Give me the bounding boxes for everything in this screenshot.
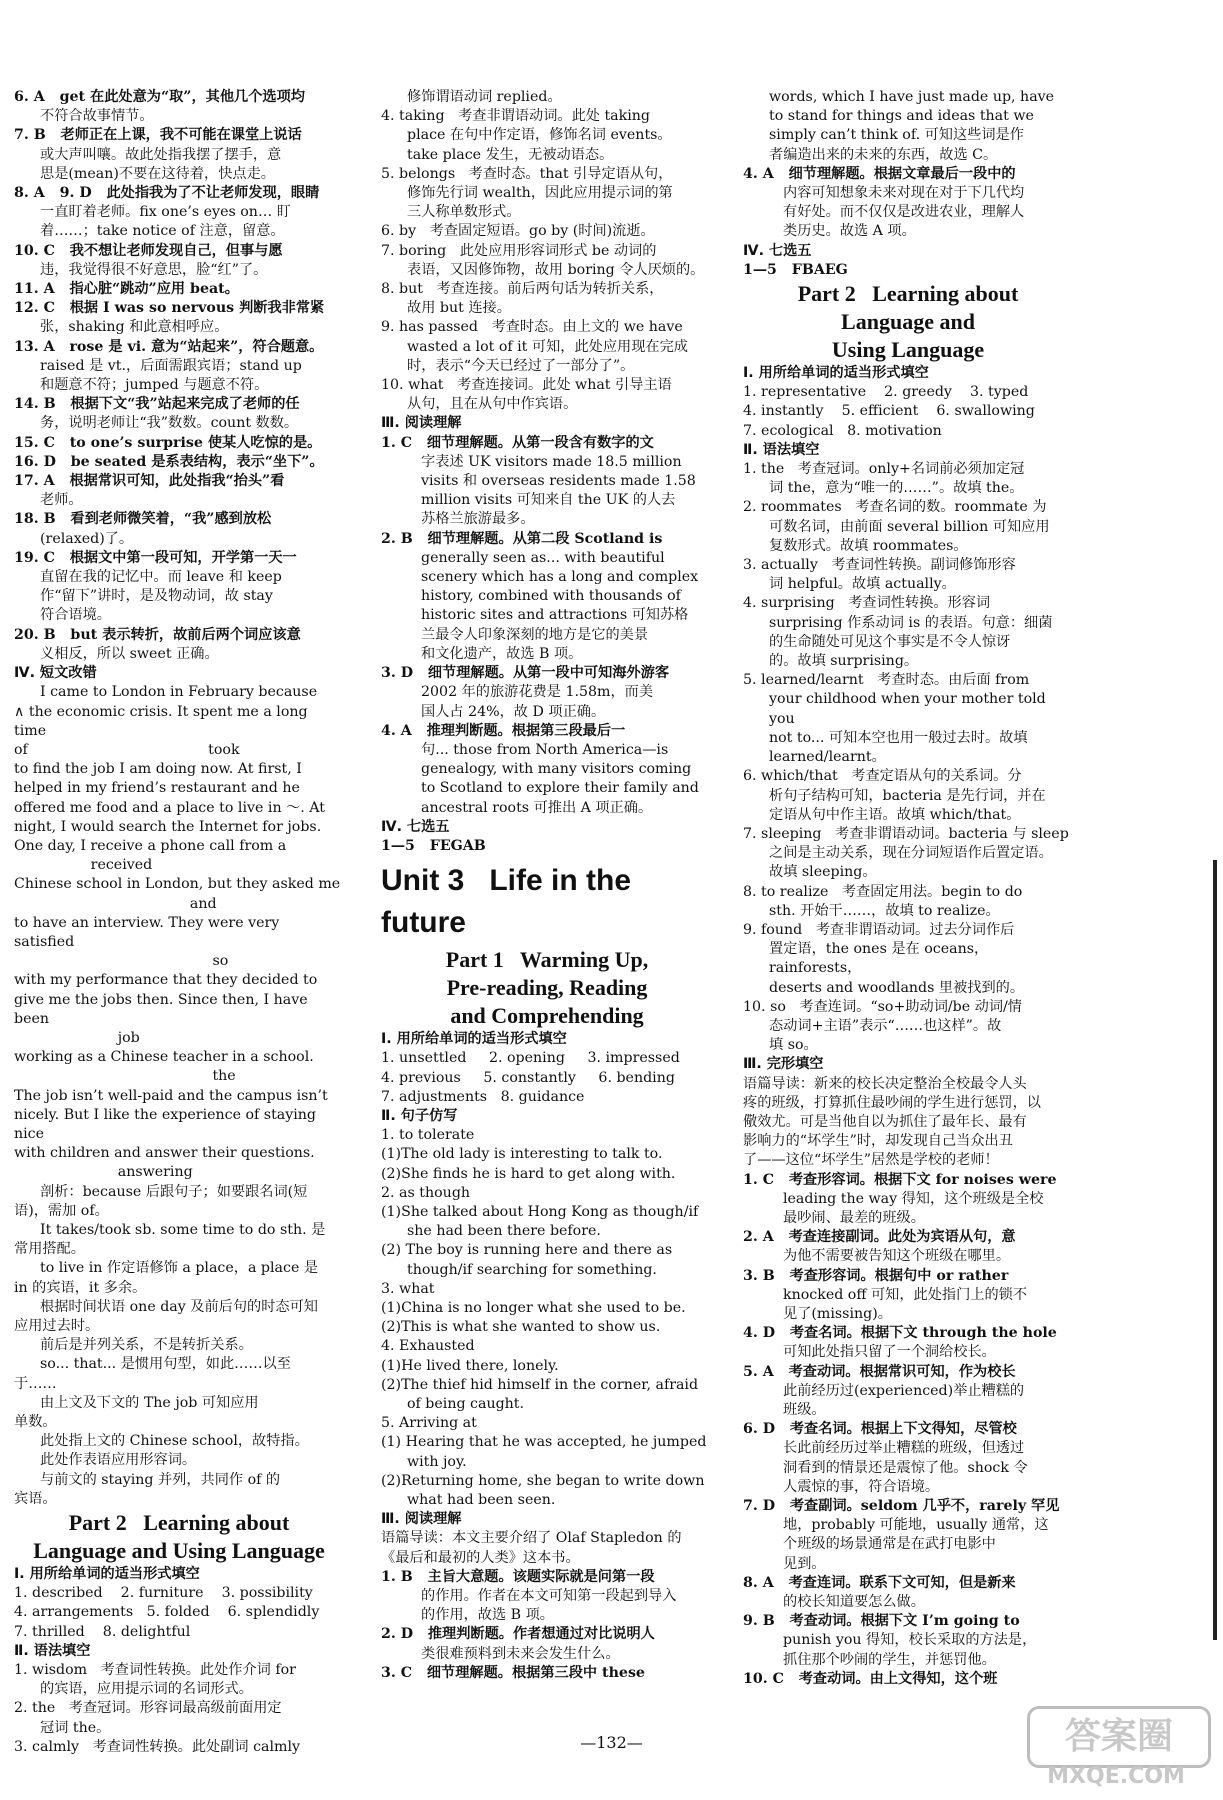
text-line: 见了(missing)。 <box>783 1305 892 1322</box>
text-line: 1. to tolerate <box>381 1127 475 1144</box>
watermark-text: 答案圈 <box>1027 1706 1211 1768</box>
subsection-heading: Ⅱ. 句子仿写 <box>381 1107 458 1124</box>
text-line: 17. A 根据常识可知，此处指我“抬头”看 <box>14 473 285 490</box>
text-line: and <box>14 895 217 912</box>
text-line: 1. wisdom 考查词性转换。此处作介词 for <box>14 1662 296 1679</box>
text-line: 类很难预料到未来会发生什么。 <box>421 1645 620 1662</box>
text-line: 与前文的 staying 并列，共同作 of 的 <box>40 1471 281 1488</box>
text-line: 和文化遗产，故选 B 项。 <box>421 645 583 662</box>
text-line: 5. belongs 考查时态。that 引导定语从句， <box>381 165 673 182</box>
page-number: —132— <box>580 1733 643 1752</box>
text-line: 13. A rose 是 vi. 意为“站起来”，符合题意。 <box>14 338 324 355</box>
text-line: with children and answer their questions. <box>14 1145 315 1162</box>
text-line: 8. A 9. D 此处指我为了不让老师发现，眼睛 <box>14 185 320 202</box>
text-line: 为他不需要被告知这个班级在哪里。 <box>783 1248 1011 1265</box>
subsection-heading: Ⅳ. 七选五 <box>743 242 812 259</box>
text-line: 置定语，the ones 是在 oceans，rainforests， <box>769 941 989 977</box>
text-line: in 的宾语，it 多余。 <box>14 1279 147 1296</box>
subsection-heading: Ⅲ. 阅读理解 <box>381 415 462 432</box>
text-line: 洞看到的情景还是震惊了他。shock 令 <box>783 1459 1028 1476</box>
text-line: Chinese school in London, but they asked me <box>14 876 341 893</box>
subsection-heading: Ⅲ. 阅读理解 <box>381 1511 462 1528</box>
text-line: 10. what 考查连接词。此处 what 引导主语 <box>381 377 672 394</box>
text-line: 词 the，意为“唯一的……”。故填 the。 <box>769 480 1024 497</box>
text-line: 之间是主动关系，现在分词短语作后置定语。 <box>769 845 1053 862</box>
text-line: 19. C 根据文中第一段可知，开学第一天一 <box>14 549 297 566</box>
text-line: 16. D be seated 是系表结构，表示“坐下”。 <box>14 453 324 470</box>
text-line: 此前经历过(experienced)举止糟糕的 <box>783 1382 1025 1399</box>
text-line: 5. A 考查动词。根据常识可知，作为校长 <box>743 1363 1016 1380</box>
column-middle <box>381 88 713 1683</box>
text-line: 10. so 考查连词。“so+助动词/be 动词/情 <box>743 998 1022 1015</box>
text-line: 语)，需加 of。 <box>14 1202 109 1219</box>
text-line: of took <box>14 741 240 758</box>
text-line: with joy. <box>407 1453 467 1470</box>
text-line: 3. calmly 考查词性转换。此处副词 calmly <box>14 1738 301 1755</box>
text-line: knocked off 可知，此处指门上的锁不 <box>783 1286 1028 1303</box>
text-line: 6. by 考查固定短语。go by (时间)流逝。 <box>381 223 655 240</box>
text-line: 的作用，故选 B 项。 <box>421 1607 554 1624</box>
text-line: 作“留下”讲时，是及物动词，故 stay <box>40 588 273 605</box>
text-line: the <box>14 1068 236 1085</box>
text-line: 可数名词，由前面 several billion 可知应用 <box>769 518 1050 535</box>
text-line: (1)He lived there, lonely. <box>381 1357 559 1374</box>
text-line: learned/learnt。 <box>769 749 886 766</box>
text-line: (2)She finds he is hard to get along with. <box>381 1165 676 1182</box>
page-edge-line <box>1213 860 1217 1640</box>
text-line: simply can’t think of. 可知这些词是作 <box>769 127 1024 144</box>
section-heading: Part 1 Warming Up, <box>445 947 649 973</box>
text-line: 14. B 根据下文“我”站起来完成了老师的任 <box>14 396 300 413</box>
text-line: 和题意不符；jumped 与题意不符。 <box>40 377 269 394</box>
text-line: 剖析：because 后跟句子；如要跟名词(短 <box>40 1183 308 1200</box>
text-line: 7. sleeping 考查非谓语动词。bacteria 与 sleep <box>743 825 1069 842</box>
text-line: 填 so。 <box>769 1037 818 1054</box>
text-line: 表语，又因修饰物，故用 boring 令人厌烦的。 <box>407 261 705 278</box>
text-line: 直留在我的记忆中。而 leave 和 keep <box>40 569 282 586</box>
text-line: so <box>14 953 229 970</box>
text-line: 单数。 <box>14 1414 57 1431</box>
text-line: she had been there before. <box>407 1223 601 1240</box>
text-line: 宾语。 <box>14 1490 57 1507</box>
text-line: 符合语境。 <box>40 607 111 624</box>
text-line: 着……；take notice of 注意，留意。 <box>40 223 285 240</box>
section-heading: and Comprehending <box>450 1003 644 1029</box>
text-line: 6. D 考查名词。根据上下文得知，尽管校 <box>743 1421 1017 1438</box>
text-line: 5. learned/learnt 考查时态。由后面 from <box>743 672 1030 689</box>
column-right <box>743 88 1073 1689</box>
text-line: received <box>14 857 153 874</box>
text-line: 者编造出来的未来的东西，故选 C。 <box>769 146 998 163</box>
text-line: 了——这位“坏学生”居然是学校的老师！ <box>743 1152 999 1169</box>
text-line: 18. B 看到老师微笑着，“我”感到放松 <box>14 511 272 528</box>
text-line: 3. what <box>381 1280 435 1297</box>
text-line: surprising 作系动词 is 的表语。句意：细菌 <box>769 614 1053 631</box>
text-line: 2. B 细节理解题。从第二段 Scotland is <box>381 530 663 547</box>
text-line: 1. C 考查形容词。根据下文 for noises were <box>743 1171 1057 1188</box>
text-line: to live in 作定语修饰 a place，a place 是 <box>40 1260 319 1277</box>
text-line: place 在句中作定语，修饰名词 events。 <box>407 127 672 144</box>
text-line: 常用搭配。 <box>14 1241 85 1258</box>
subsection-heading: Ⅲ. 完形填空 <box>743 1056 824 1073</box>
text-line: leading the way 得知，这个班级是全校 <box>783 1190 1044 1207</box>
text-line: 的。故填 surprising。 <box>769 653 919 670</box>
text-line: 2002 年的旅游花费是 1.58m，而美 <box>421 684 654 701</box>
text-line: (relaxed)了。 <box>40 530 134 547</box>
text-line: (2)Returning home, she began to write down <box>381 1472 705 1489</box>
text-line: 语篇导读：本文主要介绍了 Olaf Stapledon 的 <box>381 1530 682 1547</box>
text-line: 7. D 考查副词。seldom 几乎不，rarely 罕见 <box>743 1498 1060 1515</box>
text-line: to find the job I am doing now. At first, I <box>14 761 302 778</box>
text-line: raised 是 vt.，后面需跟宾语；stand up <box>40 357 302 374</box>
text-line: genealogy, with many visitors coming <box>421 761 692 778</box>
text-line: wasted a lot of it 可知，此处应用现在完成 <box>407 338 688 355</box>
text-line: 可知此处指只留了一个洞给校长。 <box>783 1344 996 1361</box>
text-line: (2) The boy is running here and there as <box>381 1242 673 1259</box>
text-line: ancestral roots 可推出 A 项正确。 <box>421 799 653 816</box>
text-line: 1—5 FEGAB <box>381 837 486 854</box>
text-line: 影响力的“坏学生”时，却发现自己当众出丑 <box>743 1133 1013 1150</box>
text-line: nice <box>14 1125 45 1142</box>
text-line: 10. C 我不想让老师发现自己，但事与愿 <box>14 242 283 259</box>
text-line: deserts and woodlands 里被找到的。 <box>769 979 1025 996</box>
text-line: 态动词+主语”表示“……也这样”。故 <box>769 1017 1002 1034</box>
text-line: 疼的班级，打算抓住最吵闹的学生进行惩罚，以 <box>743 1094 1041 1111</box>
text-line: 《最后和最初的人类》这本书。 <box>381 1549 580 1566</box>
text-line: 1. the 考查冠词。only+名词前必须加定冠 <box>743 461 1025 478</box>
text-line: 4. arrangements 5. folded 6. splendidly <box>14 1604 320 1621</box>
text-line: not to... 可知本空也用一般过去时。故填 <box>769 729 1028 746</box>
section-heading: Pre-reading, Reading <box>446 975 648 1001</box>
text-line: job <box>14 1029 140 1046</box>
text-line: 7. B 老师正在上课，我不可能在课堂上说话 <box>14 127 302 144</box>
text-line: 或大声叫嚷。故此处指我摆了摆手，意 <box>40 146 282 163</box>
text-line: 故填 sleeping。 <box>769 864 877 881</box>
text-line: to have an interview. They were very satisfied <box>14 914 284 950</box>
text-line: 词 helpful。故填 actually。 <box>769 576 956 593</box>
text-line: (2)The thief hid himself in the corner, afraid <box>381 1376 699 1393</box>
text-line: 1. described 2. furniture 3. possibility <box>14 1585 313 1602</box>
text-line: 3. C 细节理解题。根据第三段中 these <box>381 1664 645 1681</box>
text-line: 15. C to one’s surprise 使某人吃惊的是。 <box>14 434 322 451</box>
subsection-heading: Ⅱ. 语法填空 <box>14 1642 91 1659</box>
text-line: (1)The old lady is interesting to talk to. <box>381 1146 663 1163</box>
text-line: 的宾语，应用提示词的名词形式。 <box>40 1681 253 1698</box>
text-line: 复数形式。故填 roommates。 <box>769 537 968 554</box>
text-line: night, I would search the Internet for jobs. <box>14 818 322 835</box>
text-line: 的校长知道要怎么做。 <box>783 1594 925 1611</box>
text-line: 20. B but 表示转折，故前后两个词应该意 <box>14 626 301 643</box>
text-line: (1)She talked about Hong Kong as though/if <box>381 1203 699 1220</box>
section-heading: Unit 3 Life in the future <box>381 864 640 940</box>
text-line: 7. boring 此处应用形容词形式 be 动词的 <box>381 242 657 259</box>
text-line: 2. the 考查冠词。形容词最高级前面用定 <box>14 1700 282 1717</box>
text-line: sth. 开始干……，故填 to realize。 <box>769 902 1000 919</box>
text-line: history, combined with thousands of <box>421 588 681 605</box>
text-line: 修饰谓语动词 replied。 <box>407 89 562 105</box>
text-line: 8. but 考查连接。前后两句话为转折关系， <box>381 281 664 298</box>
text-line: (2)This is what she wanted to show us. <box>381 1319 661 1336</box>
text-line: 4. instantly 5. efficient 6. swallowing <box>743 403 1035 420</box>
text-line: 冠词 the。 <box>40 1719 111 1736</box>
text-line: 老师。 <box>40 492 83 509</box>
text-line: offered me food and a place to live in 〜. At <box>14 799 325 816</box>
text-line: nicely. But I like the experience of staying <box>14 1106 317 1123</box>
text-line: 修饰先行词 wealth，因此应用提示词的第 <box>407 185 673 202</box>
text-line: 7. thrilled 8. delightful <box>14 1623 191 1640</box>
text-line: 务，说明老师让“我”数数。count 数数。 <box>40 415 299 432</box>
subsection-heading: Ⅳ. 短文改错 <box>14 665 97 682</box>
text-line: 故用 but 连接。 <box>407 300 511 317</box>
text-line: 2. as though <box>381 1184 471 1201</box>
text-line: what had been seen. <box>407 1492 556 1508</box>
text-line: 4. D 考查名词。根据下文 through the hole <box>743 1325 1057 1342</box>
text-line: 2. roommates 考查名词的数。roommate 为 <box>743 499 1047 516</box>
text-line: 长此前经历过举止糟糕的班级，但透过 <box>783 1440 1025 1457</box>
text-line: 句... those from North America—is <box>421 741 669 758</box>
text-line: 人震惊的事，符合语境。 <box>783 1478 940 1495</box>
text-line: give me the jobs then. Since then, I have been <box>14 991 313 1027</box>
text-line: 思是(mean)不要在这待着，快点走。 <box>40 165 275 182</box>
text-line: 违，我觉得很不好意思，脸“红”了。 <box>40 261 268 278</box>
text-line: 义相反，所以 sweet 正确。 <box>40 645 219 662</box>
text-line: 前后是并列关系，不是转折关系。 <box>40 1337 253 1354</box>
text-line: 字表述 UK visitors made 18.5 million <box>421 453 682 470</box>
text-line: 三人称单数形式。 <box>407 204 521 221</box>
text-line: I came to London in February because <box>40 684 318 701</box>
text-line: take place 发生，无被动语态。 <box>407 146 614 163</box>
text-line: 内容可知想象未来对现在对于下几代均 <box>783 185 1025 202</box>
subsection-heading: Ⅰ. 用所给单词的适当形式填空 <box>14 1566 200 1583</box>
text-line: visits 和 overseas residents made 1.58 <box>421 473 696 490</box>
text-line: 此处作表语应用形容词。 <box>40 1452 197 1469</box>
text-line: 11. A 指心脏“跳动”应用 beat。 <box>14 281 239 298</box>
text-line: 儆效尤。可是当他自以为抓住了最年长、最有 <box>743 1113 1027 1130</box>
text-line: (1)China is no longer what she used to be. <box>381 1299 686 1316</box>
watermark-url: MXQE.COM <box>1047 1764 1185 1789</box>
text-line: 4. taking 考查非谓语动词。此处 taking <box>381 108 650 125</box>
section-heading: Using Language <box>831 337 985 363</box>
text-line: 4. A 推理判断题。根据第三段最后一 <box>381 722 626 739</box>
text-line: helped in my friend’s restaurant and he <box>14 780 300 797</box>
text-line: with my performance that they decided to <box>14 972 318 989</box>
text-line: 4. Exhausted <box>381 1338 475 1355</box>
text-line: 最吵闹、最差的班级。 <box>783 1209 925 1226</box>
text-line: so... that... 是惯用句型，如此……以至 <box>40 1356 291 1373</box>
text-line: 析句子结构可知，bacteria 是先行词，并在 <box>769 787 1046 804</box>
text-line: 从句，且在从句中作宾语。 <box>407 396 578 413</box>
text-line: 7. ecological 8. motivation <box>743 422 942 439</box>
text-line: 类历史。故选 A 项。 <box>783 223 916 240</box>
text-line: punish you 得知，校长采取的方法是， <box>783 1632 1037 1649</box>
subsection-heading: Ⅰ. 用所给单词的适当形式填空 <box>381 1031 567 1048</box>
text-line: 12. C 根据 I was so nervous 判断我非常紧 <box>14 300 325 317</box>
text-line: 4. previous 5. constantly 6. bending <box>381 1069 675 1086</box>
subsection-heading: Ⅱ. 语法填空 <box>743 441 820 458</box>
text-line: 1. unsettled 2. opening 3. impressed <box>381 1050 680 1067</box>
text-line: words, which I have just made up, have <box>769 89 1055 105</box>
text-line: 苏格兰旅游最多。 <box>421 511 535 528</box>
text-line: answering <box>14 1164 193 1181</box>
text-line: 10. C 考查动词。由上文得知，这个班 <box>743 1670 998 1687</box>
text-line: 7. adjustments 8. guidance <box>381 1088 585 1105</box>
section-heading: Language and Using Language <box>33 1538 325 1564</box>
section-heading: Part 2 Learning about <box>68 1510 290 1536</box>
text-line: of being caught. <box>407 1395 525 1412</box>
text-line: 6. which/that 考查定语从句的关系词。分 <box>743 768 1022 785</box>
text-line: 一直盯着老师。fix one’s eyes on… 盯 <box>40 204 291 221</box>
text-line: ∧ the economic crisis. It spent me a long time <box>14 703 313 739</box>
text-line: 地，probably 可能地，usually 通常，这 <box>783 1517 1049 1534</box>
text-line: to Scotland to explore their family and <box>421 780 699 797</box>
text-line: historic sites and attractions 可知苏格 <box>421 607 689 624</box>
text-line: 4. surprising 考查词性转换。形容词 <box>743 595 991 612</box>
text-line: 1—5 FBAEG <box>743 261 848 278</box>
text-line: 8. to realize 考查固定用法。begin to do <box>743 883 1023 900</box>
text-line: 此处指上文的 Chinese school，故特指。 <box>40 1433 309 1450</box>
text-line: 时，表示“今天已经过了一部分了”。 <box>407 357 635 374</box>
text-line: 3. D 细节理解题。从第一段中可知海外游客 <box>381 665 670 682</box>
text-line: 的作用。作者在本文可知第一段起到导入 <box>421 1588 677 1605</box>
text-line: 国人占 24%，故 D 项正确。 <box>421 703 606 720</box>
text-line: 由上文及下文的 The job 可知应用 <box>40 1394 259 1411</box>
text-line: 的生命随处可见这个事实是不令人惊讶 <box>769 633 1011 650</box>
text-line: The job isn’t well-paid and the campus isn’t <box>14 1087 328 1104</box>
text-line: though/if searching for something. <box>407 1261 657 1278</box>
text-line: 不符合故事情节。 <box>40 108 154 125</box>
text-line: 兰最令人印象深刻的地方是它的美景 <box>421 626 649 643</box>
text-line: 根据时间状语 one day 及前后句的时态可知 <box>40 1298 318 1315</box>
text-line: 有好处。而不仅仅是改进农业，理解人 <box>783 204 1025 221</box>
text-line: 6. A get 在此处意为“取”，其他几个选项均 <box>14 89 305 105</box>
text-line: It takes/took sb. some time to do sth. 是 <box>40 1221 326 1238</box>
text-line: scenery which has a long and complex <box>421 569 699 586</box>
text-line: 9. B 考查动词。根据下文 I’m going to <box>743 1613 1020 1630</box>
text-line: 4. A 细节理解题。根据文章最后一段中的 <box>743 165 1016 182</box>
text-line: 3. B 考查形容词。根据句中 or rather <box>743 1267 1009 1284</box>
text-line: 2. D 推理判断题。作者想通过对比说明人 <box>381 1626 655 1643</box>
text-line: 2. A 考查连接副词。此处为宾语从句，意 <box>743 1229 1016 1246</box>
text-line: 应用过去时。 <box>14 1318 100 1334</box>
text-line: 8. A 考查连词。联系下文可知，但是新来 <box>743 1574 1016 1591</box>
text-line: your childhood when your mother told you <box>769 691 1051 727</box>
section-heading: Language and <box>841 309 975 335</box>
text-line: 抓住那个吵闹的学生，并惩罚他。 <box>783 1651 996 1668</box>
text-line: 张，shaking 和此意相呼应。 <box>40 319 229 336</box>
subsection-heading: Ⅰ. 用所给单词的适当形式填空 <box>743 365 929 382</box>
text-line: One day, I receive a phone call from a <box>14 837 287 854</box>
text-line: 3. actually 考查词性转换。副词修饰形容 <box>743 557 1016 574</box>
text-line: to stand for things and ideas that we <box>769 108 1034 125</box>
text-line: 见到。 <box>783 1555 826 1572</box>
text-line: 1. B 主旨大意题。该题实际就是问第一段 <box>381 1568 655 1585</box>
section-heading: Part 2 Learning about <box>797 281 1019 307</box>
text-line: 定语从句中作主语。故填 which/that。 <box>769 806 1021 823</box>
text-line: 班级。 <box>783 1402 826 1418</box>
text-line: generally seen as... with beautiful <box>421 549 665 566</box>
text-line: 9. has passed 考查时态。由上文的 we have <box>381 319 683 336</box>
column-left <box>14 88 344 1757</box>
text-line: 9. found 考查非谓语动词。过去分词作后 <box>743 921 1015 938</box>
text-line: 5. Arriving at <box>381 1415 477 1432</box>
subsection-heading: Ⅳ. 七选五 <box>381 818 450 835</box>
text-line: 语篇导读：新来的校长决定整治全校最令人头 <box>743 1075 1027 1092</box>
text-line: 于…… <box>14 1375 57 1392</box>
text-line: 1. C 细节理解题。从第一段含有数字的文 <box>381 434 654 451</box>
text-line: 个班级的场景通常是在武打电影中 <box>783 1536 996 1553</box>
text-line: million visits 可知来自 the UK 的人去 <box>421 492 676 509</box>
text-line: (1) Hearing that he was accepted, he jumped <box>381 1434 707 1451</box>
watermark-logo <box>1027 1706 1205 1792</box>
text-line: 1. representative 2. greedy 3. typed <box>743 384 1029 401</box>
text-line: working as a Chinese teacher in a school. <box>14 1049 314 1066</box>
